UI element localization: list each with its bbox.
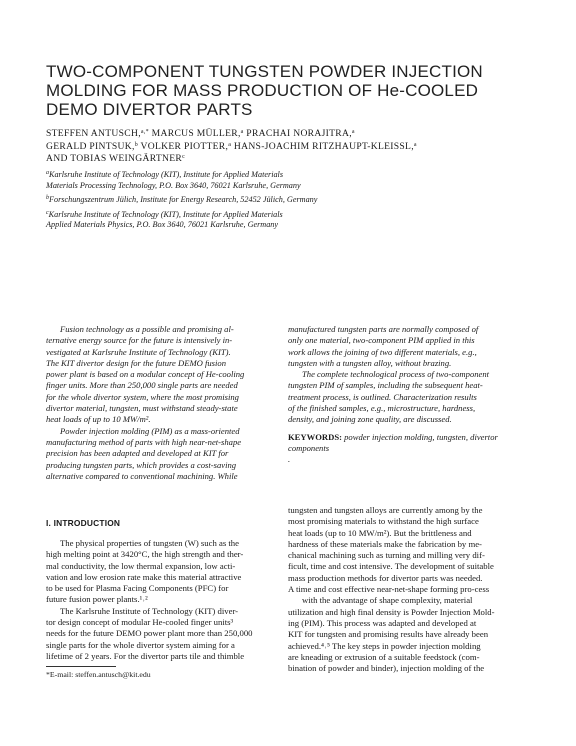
abstract-line: ternative energy source for the future is intensively in- [46,335,233,346]
affiliation [46,210,546,231]
body-line: The physical properties of tungsten (W) such as the [60,538,240,548]
author-list [46,128,546,166]
body-line: single parts for the whole divertor system aiming for a [46,639,235,650]
author-sup: a [413,141,417,148]
author-sup: c [182,154,186,160]
abstract-line: tungsten with a tungsten alloy, without brazing. [288,357,452,368]
abstract-line: density, and joining zone quality, are discussed. [288,414,452,425]
abstract-line: precision has been adapted and developed at KIT for [46,448,229,459]
body-line: mal conductivity, the low thermal expansion, low acti- [46,560,236,571]
body-line: ing (PIM). This process was adapted and developed at [288,617,477,628]
footnote-email: *E-mail: steffen.antusch@kit.edu [46,670,151,679]
body-line: lifetime of 2 years. For the divertor parts tile and thimble [46,650,245,661]
abstract-line: manufacturing method of parts with high near-net-shape [46,436,242,447]
body-line: most promising materials to withstand the high surface [288,516,479,527]
body-left-column [46,538,282,662]
abstract-line: producing tungsten parts, which provides a cost-saving [46,459,237,470]
abstract-line: manufactured tungsten parts are normally composed of [288,324,479,334]
abstract-line: The KIT divertor design for the future DEMO fusion [46,357,226,368]
abstract-left-column [46,324,278,482]
body-line: hardness of these materials make the fabrication by me- [288,538,482,549]
author-line [46,141,546,154]
keywords-text: components [288,442,330,453]
footnote-divider [46,666,116,667]
affiliation [46,195,546,206]
body-line: heat loads (up to 10 MW/m²). But the brittleness and [288,527,472,538]
abstract-line: tungsten PIM of samples, including the subsequent heat- [288,380,483,391]
body-line: ficult, time and cost intensive. The development of suitable [288,561,494,572]
body-line: with the advantage of shape complexity, material [302,595,473,606]
author-line [46,153,546,166]
title-line: MOLDING FOR MASS PRODUCTION OF He-COOLED [46,81,479,100]
affiliation-line: Karlsruhe Institute of Technology (KIT), Institute for Applied Materials [49,170,284,179]
author-sup: a [351,129,355,135]
author-sup: b [134,141,139,148]
body-line: tor design concept of modular He-cooled finger units³ [46,617,234,628]
author-name: STEFFEN ANTUSCH, [46,128,141,139]
body-line: utilization and high final density is Powder Injection Mold- [288,606,495,617]
keywords-label: KEYWORDS: [288,431,342,442]
abstract-line: treatment process, is outlined. Characterization results [288,391,477,402]
body-line: vation and low erosion rate make this material attractive [46,571,242,582]
section-heading: I. INTRODUCTION [46,518,121,528]
keywords-text: . [288,454,291,465]
body-line: tungsten and tungsten alloys are currently among by the [288,505,483,515]
body-line: to be used for Plasma Facing Components (PFC) for [46,583,229,594]
keywords-text: powder injection molding, tungsten, divertor [341,431,498,442]
affiliation-line: Forschungszentrum Jülich, Institute for Energy Research, 52452 Jülich, Germany [49,195,318,205]
author-name: MARCUS MÜLLER, [148,128,241,139]
abstract-line: alternative compared to conventional machining. While [46,470,238,481]
abstract-line: for the whole divertor system, where the most promising [46,391,239,402]
abstract-line: vestigated at Karlsruhe Institute of Technology (KIT). [46,346,231,357]
abstract-line: of the finished samples, e.g., microstructure, hardness, [288,403,476,414]
affiliation-list [46,170,546,235]
body-line: KIT for tungsten and promising results have already been [288,629,489,640]
body-line: bination of powder and binder), injection molding of the [288,663,485,674]
affiliation-sup: a [46,170,49,176]
body-line: The Karlsruhe Institute of Technology (KIT) diver- [60,605,239,616]
body-right-column [288,505,528,674]
author-sup: a,* [140,129,149,135]
title-line: DEMO DIVERTOR PARTS [46,100,253,119]
body-line: are kneading or extrusion of a suitable feedstock (com- [288,651,480,662]
affiliation-sup: b [46,195,49,202]
abstract-line: The complete technological process of two-component [302,369,490,380]
abstract-line: divertor material, tungsten, must withstand steady-state [46,403,238,414]
affiliation-line: Materials Processing Technology, P.O. Box 3640, 76021 Karlsruhe, Germany [46,180,301,190]
abstract-line: Powder injection molding (PIM) as a mass-oriented [60,425,240,436]
affiliation [46,170,546,191]
affiliation-line: Applied Materials Physics, P.O. Box 3640, 76021 Karlsruhe, Germany [46,220,279,230]
abstract-line: Fusion technology as a possible and promising al- [60,324,234,334]
abstract-right-column [288,324,528,466]
body-line: future fusion power plants.¹˒² [46,594,148,605]
body-line: A time and cost effective near-net-shape forming pro-cess [288,584,490,595]
body-line: high melting point at 3420°C, the high strength and ther- [46,549,244,560]
author-name: GERALD PINTSUK, [46,140,135,152]
abstract-line: work allows the joining of two different materials, e.g., [288,346,477,357]
author-line [46,128,546,141]
abstract-line: heat loads of up to 10 MW/m². [46,414,151,425]
author-name: PRACHAI NORAJITRA, [243,128,352,139]
body-line: needs for the future DEMO power plant more than 250,000 [46,628,253,639]
body-line: achieved.⁴˒⁵ The key steps in powder injection molding [288,640,481,651]
affiliation-line: Karlsruhe Institute of Technology (KIT), Institute for Applied Materials [48,209,283,219]
author-sup: a [228,141,232,148]
title-line: TWO-COMPONENT TUNGSTEN POWDER INJECTION [46,62,483,81]
abstract-line: power plant is based on a modular concept of He-cooling [46,369,245,380]
author-name: HANS-JOACHIM RITZHAUPT-KLEISSL, [231,140,414,152]
body-line: mass production methods for divertor parts was needed. [288,572,483,583]
body-line: chanical machining such as turning and milling very dif- [288,550,485,561]
abstract-line: finger units. More than 250,000 single parts are needed [46,380,238,391]
affiliation-sup: c [46,209,49,216]
abstract-line: only one material, two-component PIM applied in this [288,335,475,346]
author-name: VOLKER PIOTTER, [138,140,229,152]
keywords [288,432,528,466]
paper-title [46,62,536,119]
author-sup: a [240,129,244,135]
author-name: AND TOBIAS WEINGÄRTNER [46,153,183,164]
